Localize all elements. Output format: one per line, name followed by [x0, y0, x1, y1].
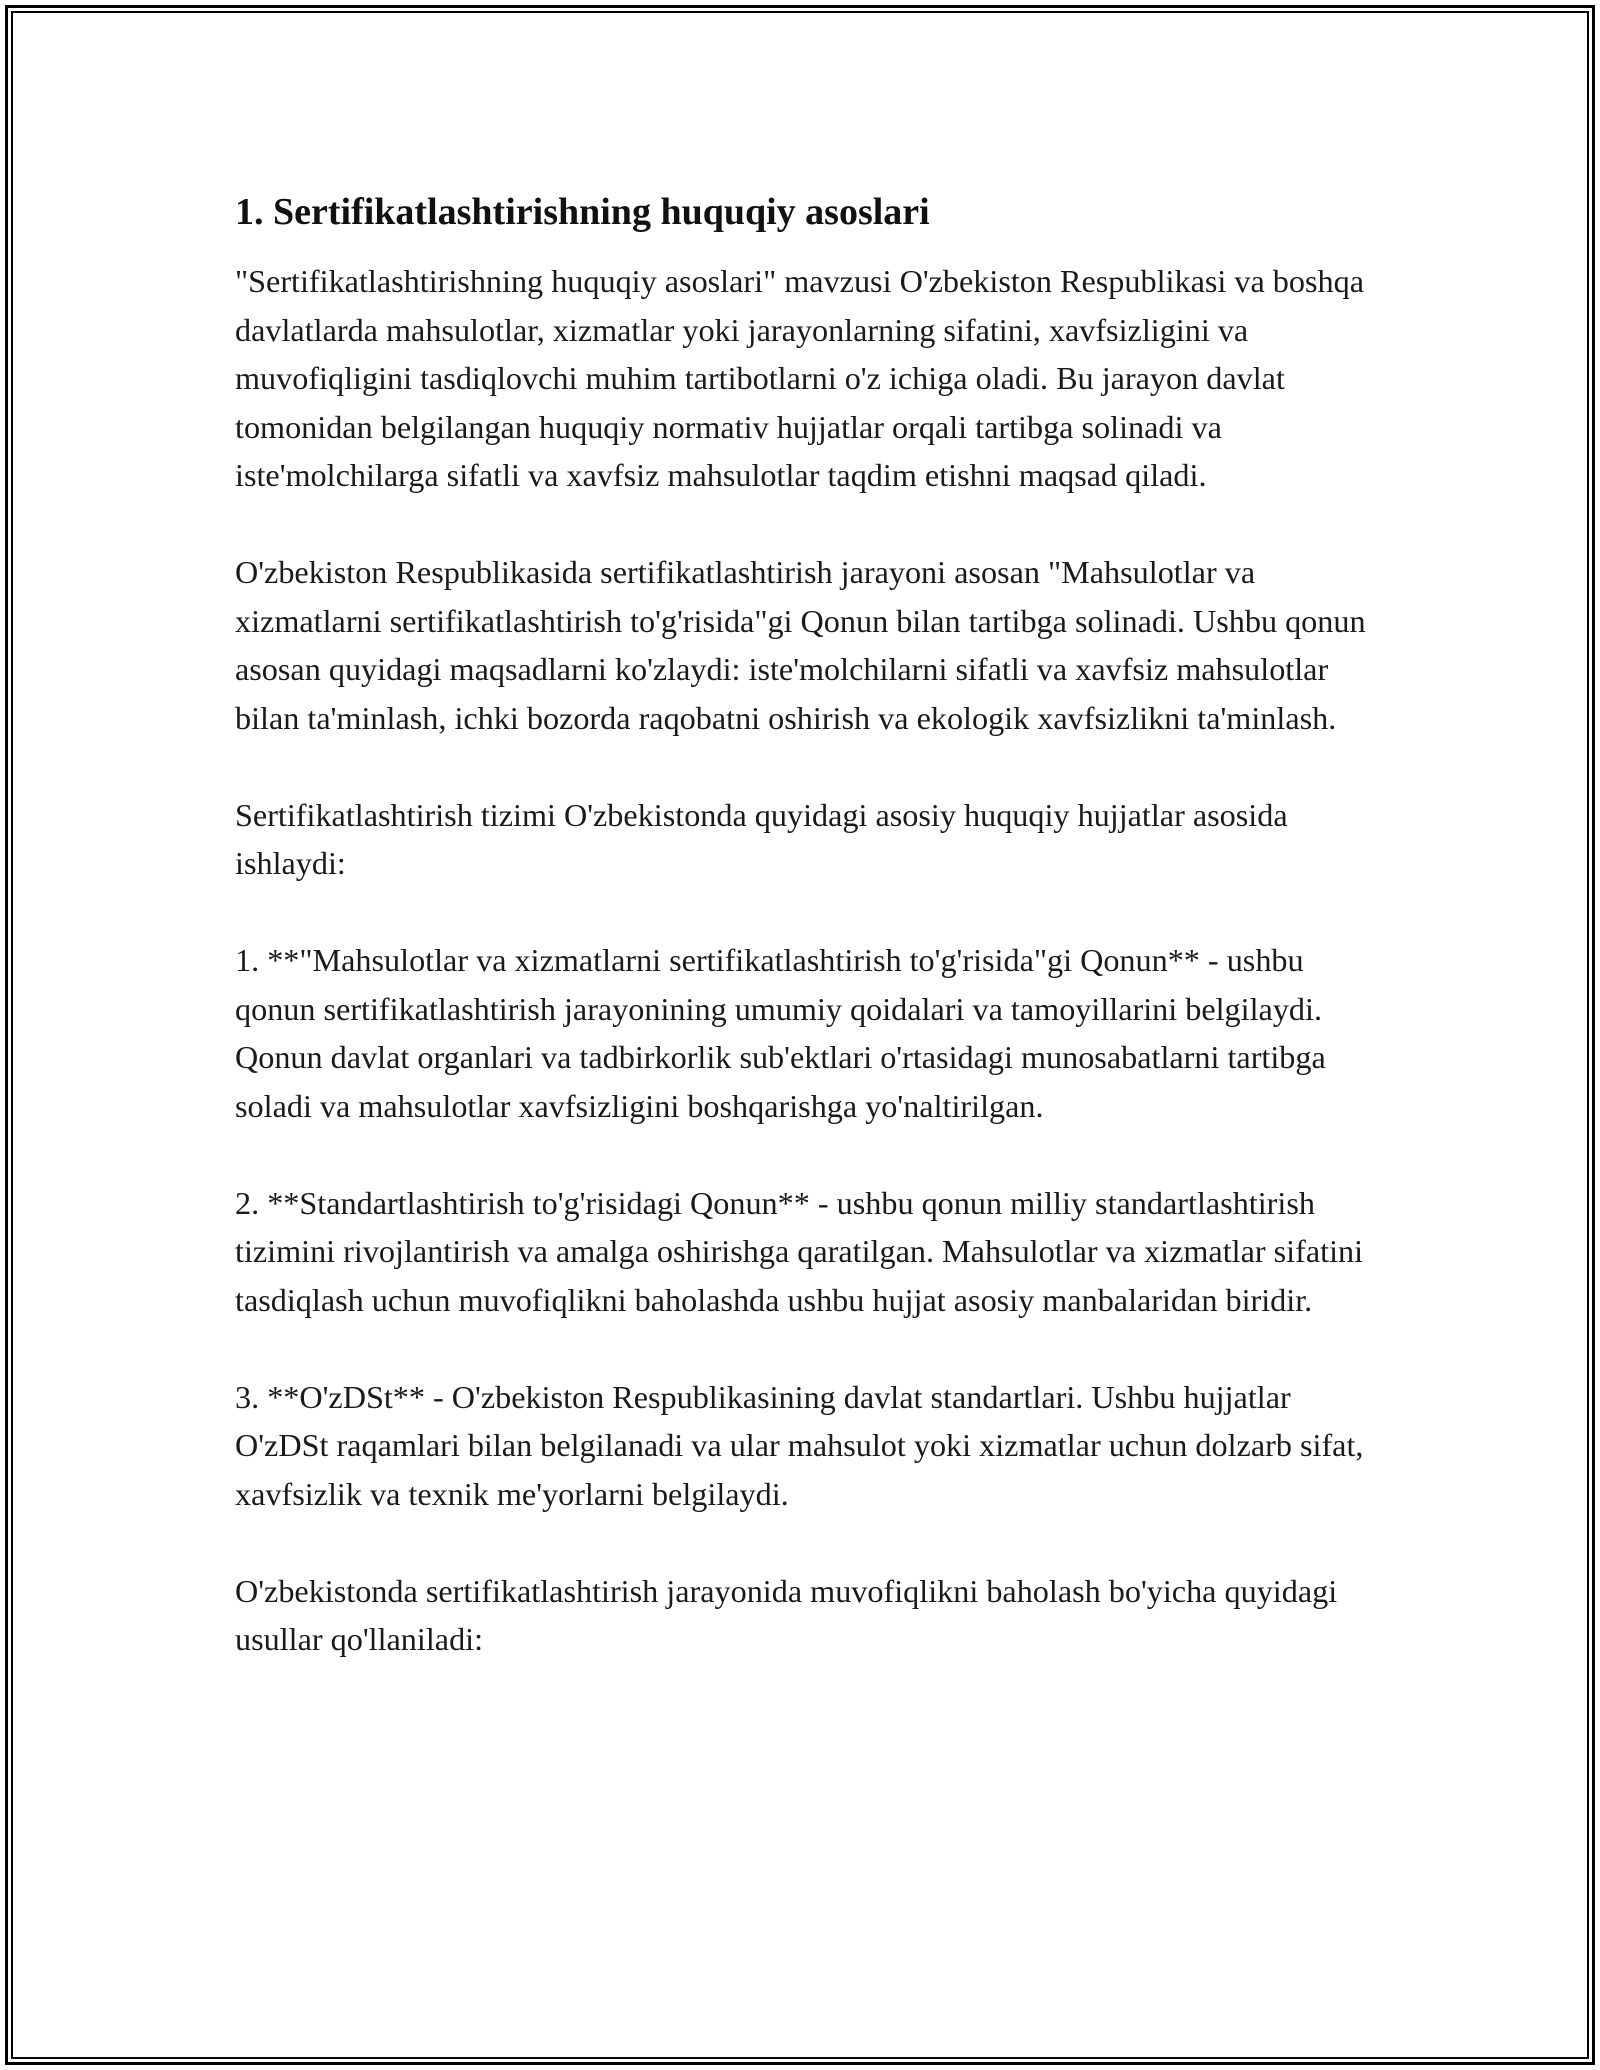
paragraph-legal-documents-intro: Sertifikatlashtirish tizimi O'zbekistonda quyidagi asosiy huquqiy hujjatlar asosida ishlaydi:	[235, 796, 1288, 881]
document-title: 1. Sertifikatlashtirishning huquqiy asoslari	[235, 191, 930, 233]
list-item-certification-law: 1. **"Mahsulotlar va xizmatlarni sertifikatlashtirish to'g'risida"gi Qonun** - ushbu qonun sertifikatlashtirish jarayonining umumiy qoidalari va tamoyillarini belgilaydi. Qonun davlat organlari va tadbirkorlik sub'ektlari o'rtasidagi munosabatlarni tartibga soladi va mahsulotlar xavfsizligini boshqarishga yo'naltirilgan.	[235, 942, 1326, 1124]
document-body	[235, 188, 1380, 1712]
paragraph-uzbekistan-law: O'zbekiston Respublikasida sertifikatlashtirish jarayoni asosan "Mahsulotlar va xizmatlarni sertifikatlashtirish to'g'risida"gi Qonun bilan tartibga solinadi. Ushbu qonun asosan quyidagi maqsadlarni ko'zlaydi: iste'molchilarni sifatli va xavfsiz mahsulotlar bilan ta'minlash, ichki bozorda raqobatni oshirish va ekologik xavfsizlikni ta'minlash.	[235, 554, 1366, 736]
list-item-standardization-law: 2. **Standartlashtirish to'g'risidagi Qonun** - ushbu qonun milliy standartlashtirish tizimini rivojlantirish va amalga oshirishga qaratilgan. Mahsulotlar va xizmatlar sifatini tasdiqlash uchun muvofiqlikni baholashda ushbu hujjat asosiy manbalaridan biridir.	[235, 1184, 1364, 1318]
list-item-ozdst: 3. **O'zDSt** - O'zbekiston Respublikasining davlat standartlari. Ushbu hujjatlar O'zDSt raqamlari bilan belgilanadi va ular mahsulot yoki xizmatlar uchun dolzarb sifat, xavfsizlik va texnik me'yorlarni belgilaydi.	[235, 1378, 1364, 1512]
paragraph-intro: "Sertifikatlashtirishning huquqiy asoslari" mavzusi O'zbekiston Respublikasi va boshqa davlatlarda mahsulotlar, xizmatlar yoki jarayonlarning sifatini, xavfsizligini va muvofiqligini tasdiqlovchi muhim tartibotlarni o'z ichiga oladi. Bu jarayon davlat tomonidan belgilangan huquqiy normativ hujjatlar orqali tartibga solinadi va iste'molchilarga sifatli va xavfsiz mahsulotlar taqdim etishni maqsad qiladi.	[235, 263, 1364, 493]
paragraph-assessment-methods: O'zbekistonda sertifikatlashtirish jarayonida muvofiqlikni baholash bo'yicha quyidagi usullar qo'llaniladi:	[235, 1572, 1338, 1657]
